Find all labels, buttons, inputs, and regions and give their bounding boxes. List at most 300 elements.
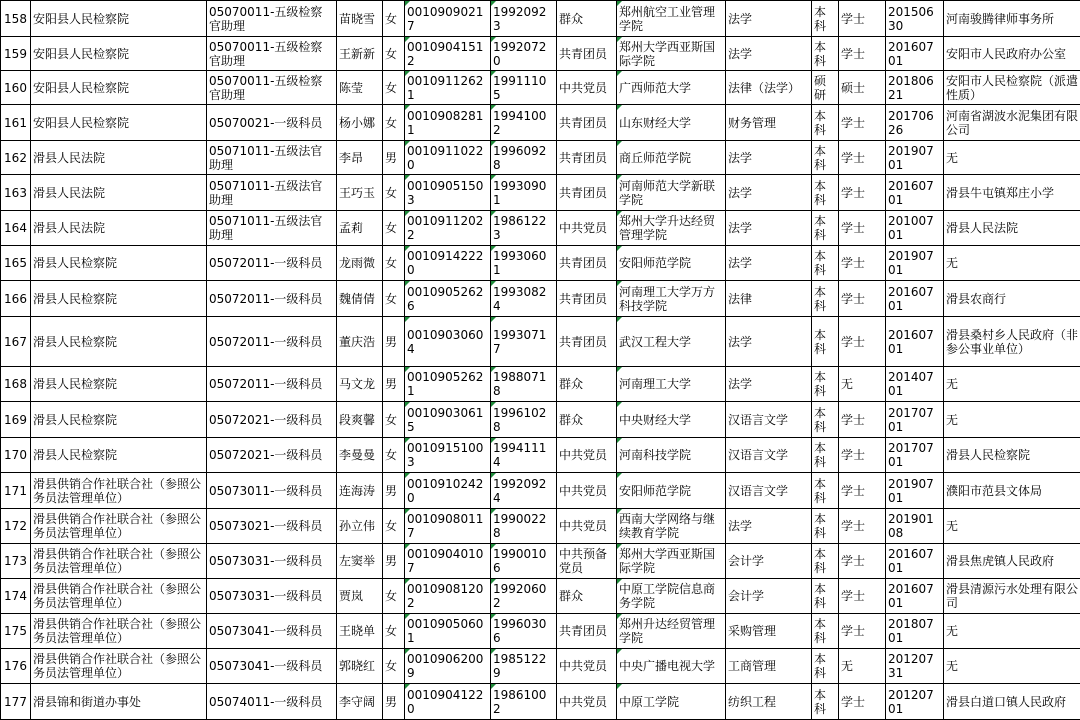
- table-row: [1, 141, 1080, 175]
- cell-school[interactable]: 中央财经大学: [617, 402, 726, 438]
- cell-row-number[interactable]: 158: [1, 1, 31, 37]
- cell-birth-date[interactable]: 19930901: [491, 175, 557, 211]
- cell-row-number[interactable]: 169: [1, 402, 31, 438]
- cell-graduation-date[interactable]: 20190108: [886, 509, 944, 544]
- cell-gender[interactable]: 男: [383, 544, 405, 579]
- cell-position-code[interactable]: 05071011-五级法官助理: [207, 211, 337, 246]
- cell-school[interactable]: 中原工学院信息商务学院: [617, 579, 726, 614]
- cell-major[interactable]: 法律（法学）: [726, 71, 812, 105]
- cell-birth-date[interactable]: 19941002: [491, 105, 557, 141]
- cell-row-number[interactable]: 176: [1, 649, 31, 684]
- cell-political-status[interactable]: 中共党员: [557, 71, 617, 105]
- cell-birth-date[interactable]: 19920924: [491, 473, 557, 509]
- cell-row-number[interactable]: 170: [1, 438, 31, 473]
- cell-row-number[interactable]: 165: [1, 246, 31, 281]
- cell-political-status[interactable]: 共青团员: [557, 614, 617, 649]
- cell-work-unit[interactable]: 滑县人民检察院: [944, 438, 1080, 473]
- cell-candidate-name[interactable]: 马文龙: [337, 367, 383, 402]
- cell-gender[interactable]: 女: [383, 175, 405, 211]
- cell-exam-number[interactable]: 00109030615: [405, 402, 491, 438]
- cell-row-number[interactable]: 168: [1, 367, 31, 402]
- cell-political-status[interactable]: 共青团员: [557, 246, 617, 281]
- cell-major[interactable]: 会计学: [726, 579, 812, 614]
- cell-degree[interactable]: 无: [839, 367, 886, 402]
- cell-degree[interactable]: 学士: [839, 37, 886, 71]
- cell-gender[interactable]: 女: [383, 579, 405, 614]
- cell-political-status[interactable]: 中共党员: [557, 438, 617, 473]
- cell-degree[interactable]: 学士: [839, 402, 886, 438]
- cell-work-unit[interactable]: 无: [944, 649, 1080, 684]
- cell-major[interactable]: 工商管理: [726, 649, 812, 684]
- cell-political-status[interactable]: 共青团员: [557, 141, 617, 175]
- cell-candidate-name[interactable]: 段爽馨: [337, 402, 383, 438]
- cell-candidate-name[interactable]: 董庆浩: [337, 317, 383, 367]
- cell-candidate-name[interactable]: 李守阔: [337, 684, 383, 720]
- cell-graduation-date[interactable]: 20180621: [886, 71, 944, 105]
- table-row: [1, 37, 1080, 71]
- cell-graduation-date[interactable]: 20160701: [886, 579, 944, 614]
- cell-exam-number[interactable]: 00109081202: [405, 579, 491, 614]
- cell-major[interactable]: 会计学: [726, 544, 812, 579]
- cell-unit-name[interactable]: 滑县供销合作社联合社（参照公务员法管理单位）: [31, 544, 207, 579]
- cell-degree[interactable]: 学士: [839, 105, 886, 141]
- cell-candidate-name[interactable]: 贾岚: [337, 579, 383, 614]
- cell-degree[interactable]: 无: [839, 649, 886, 684]
- cell-birth-date[interactable]: 19930601: [491, 246, 557, 281]
- cell-position-code[interactable]: 05072011-一级科员: [207, 367, 337, 402]
- cell-unit-name[interactable]: 安阳县人民检察院: [31, 37, 207, 71]
- table-row: [1, 175, 1080, 211]
- cell-work-unit[interactable]: 无: [944, 246, 1080, 281]
- cell-work-unit[interactable]: 滑县焦虎镇人民政府: [944, 544, 1080, 579]
- cell-major[interactable]: 法学: [726, 246, 812, 281]
- cell-school[interactable]: 中原工学院: [617, 684, 726, 720]
- cell-education[interactable]: 本科: [812, 684, 839, 720]
- cell-political-status[interactable]: 群众: [557, 367, 617, 402]
- cell-school[interactable]: 西南大学网络与继续教育学院: [617, 509, 726, 544]
- cell-gender[interactable]: 女: [383, 211, 405, 246]
- cell-major[interactable]: 法学: [726, 37, 812, 71]
- table-row: [1, 246, 1080, 281]
- cell-graduation-date[interactable]: 20160701: [886, 175, 944, 211]
- cell-exam-number[interactable]: 00109062009: [405, 649, 491, 684]
- cell-exam-number[interactable]: 00109082811: [405, 105, 491, 141]
- cell-major[interactable]: 法学: [726, 1, 812, 37]
- cell-row-number[interactable]: 161: [1, 105, 31, 141]
- cell-unit-name[interactable]: 滑县供销合作社联合社（参照公务员法管理单位）: [31, 473, 207, 509]
- cell-row-number[interactable]: 162: [1, 141, 31, 175]
- cell-education[interactable]: 本科: [812, 402, 839, 438]
- cell-education[interactable]: 本科: [812, 175, 839, 211]
- cell-political-status[interactable]: 群众: [557, 1, 617, 37]
- cell-work-unit[interactable]: 河南省湖波水泥集团有限公司: [944, 105, 1080, 141]
- cell-gender[interactable]: 女: [383, 37, 405, 71]
- cell-gender[interactable]: 男: [383, 367, 405, 402]
- cell-degree[interactable]: 学士: [839, 579, 886, 614]
- cell-gender[interactable]: 女: [383, 105, 405, 141]
- cell-education[interactable]: 本科: [812, 281, 839, 317]
- cell-row-number[interactable]: 171: [1, 473, 31, 509]
- cell-row-number[interactable]: 163: [1, 175, 31, 211]
- cell-education[interactable]: 本科: [812, 211, 839, 246]
- cell-position-code[interactable]: 05072011-一级科员: [207, 317, 337, 367]
- cell-degree[interactable]: 学士: [839, 317, 886, 367]
- cell-education[interactable]: 本科: [812, 544, 839, 579]
- cell-degree[interactable]: 学士: [839, 684, 886, 720]
- cell-work-unit[interactable]: 无: [944, 509, 1080, 544]
- cell-position-code[interactable]: 05072021-一级科员: [207, 438, 337, 473]
- cell-birth-date[interactable]: 19961028: [491, 402, 557, 438]
- cell-row-number[interactable]: 174: [1, 579, 31, 614]
- cell-school[interactable]: 河南理工大学万方科技学院: [617, 281, 726, 317]
- cell-candidate-name[interactable]: 李昂: [337, 141, 383, 175]
- cell-degree[interactable]: 学士: [839, 246, 886, 281]
- cell-unit-name[interactable]: 滑县人民法院: [31, 175, 207, 211]
- cell-graduation-date[interactable]: 20180701: [886, 614, 944, 649]
- cell-major[interactable]: 法学: [726, 211, 812, 246]
- cell-gender[interactable]: 女: [383, 614, 405, 649]
- cell-political-status[interactable]: 群众: [557, 579, 617, 614]
- cell-school[interactable]: 安阳师范学院: [617, 246, 726, 281]
- cell-education[interactable]: 本科: [812, 649, 839, 684]
- cell-school[interactable]: 郑州大学西亚斯国际学院: [617, 544, 726, 579]
- cell-position-code[interactable]: 05070011-五级检察官助理: [207, 37, 337, 71]
- cell-exam-number[interactable]: 00109050601: [405, 614, 491, 649]
- cell-school[interactable]: 商丘师范学院: [617, 141, 726, 175]
- table-row: [1, 438, 1080, 473]
- cell-birth-date[interactable]: 19960928: [491, 141, 557, 175]
- cell-unit-name[interactable]: 滑县锦和街道办事处: [31, 684, 207, 720]
- cell-political-status[interactable]: 共青团员: [557, 317, 617, 367]
- cell-position-code[interactable]: 05073011-一级科员: [207, 473, 337, 509]
- table-body: [1, 1, 1080, 720]
- cell-birth-date[interactable]: 19861223: [491, 211, 557, 246]
- cell-education[interactable]: 本科: [812, 473, 839, 509]
- cell-position-code[interactable]: 05072011-一级科员: [207, 246, 337, 281]
- table-row: [1, 579, 1080, 614]
- cell-unit-name[interactable]: 滑县人民法院: [31, 141, 207, 175]
- cell-gender[interactable]: 女: [383, 402, 405, 438]
- cell-position-code[interactable]: 05073041-一级科员: [207, 649, 337, 684]
- cell-degree[interactable]: 学士: [839, 509, 886, 544]
- cell-degree[interactable]: 学士: [839, 544, 886, 579]
- table-row: [1, 211, 1080, 246]
- cell-education[interactable]: 本科: [812, 37, 839, 71]
- cell-school[interactable]: 安阳师范学院: [617, 473, 726, 509]
- cell-position-code[interactable]: 05071011-五级法官助理: [207, 141, 337, 175]
- cell-major[interactable]: 法学: [726, 317, 812, 367]
- cell-school[interactable]: 郑州航空工业管理学院: [617, 1, 726, 37]
- cell-graduation-date[interactable]: 20170701: [886, 402, 944, 438]
- cell-exam-number[interactable]: 00109151003: [405, 438, 491, 473]
- table-row: [1, 1, 1080, 37]
- cell-graduation-date[interactable]: 20150630: [886, 1, 944, 37]
- cell-birth-date[interactable]: 19900228: [491, 509, 557, 544]
- cell-major[interactable]: 纺织工程: [726, 684, 812, 720]
- cell-degree[interactable]: 学士: [839, 1, 886, 37]
- cell-work-unit[interactable]: 滑县牛屯镇郑庄小学: [944, 175, 1080, 211]
- cell-candidate-name[interactable]: 杨小娜: [337, 105, 383, 141]
- cell-candidate-name[interactable]: 苗晓雪: [337, 1, 383, 37]
- table-row: [1, 509, 1080, 544]
- cell-birth-date[interactable]: 19930717: [491, 317, 557, 367]
- cell-work-unit[interactable]: 安阳市人民检察院（派遣性质）: [944, 71, 1080, 105]
- cell-unit-name[interactable]: 滑县人民检察院: [31, 438, 207, 473]
- cell-birth-date[interactable]: 19861002: [491, 684, 557, 720]
- cell-major[interactable]: 汉语言文学: [726, 473, 812, 509]
- cell-school[interactable]: 郑州升达经贸管理学院: [617, 614, 726, 649]
- cell-candidate-name[interactable]: 孟莉: [337, 211, 383, 246]
- cell-gender[interactable]: 男: [383, 473, 405, 509]
- cell-exam-number[interactable]: 00109112621: [405, 71, 491, 105]
- cell-school[interactable]: 河南理工大学: [617, 367, 726, 402]
- cell-work-unit[interactable]: 滑县白道口镇人民政府: [944, 684, 1080, 720]
- cell-graduation-date[interactable]: 20160701: [886, 544, 944, 579]
- cell-political-status[interactable]: 中共党员: [557, 509, 617, 544]
- cell-birth-date[interactable]: 19960306: [491, 614, 557, 649]
- cell-work-unit[interactable]: 滑县人民法院: [944, 211, 1080, 246]
- cell-row-number[interactable]: 159: [1, 37, 31, 71]
- cell-work-unit[interactable]: 安阳市人民政府办公室: [944, 37, 1080, 71]
- cell-graduation-date[interactable]: 20170626: [886, 105, 944, 141]
- cell-birth-date[interactable]: 19941114: [491, 438, 557, 473]
- cell-major[interactable]: 汉语言文学: [726, 402, 812, 438]
- cell-degree[interactable]: 学士: [839, 175, 886, 211]
- cell-position-code[interactable]: 05073031-一级科员: [207, 544, 337, 579]
- cell-candidate-name[interactable]: 王新新: [337, 37, 383, 71]
- cell-work-unit[interactable]: 无: [944, 614, 1080, 649]
- cell-education[interactable]: 本科: [812, 579, 839, 614]
- cell-position-code[interactable]: 05074011-一级科员: [207, 684, 337, 720]
- cell-unit-name[interactable]: 滑县人民检察院: [31, 402, 207, 438]
- cell-school[interactable]: 郑州大学西亚斯国际学院: [617, 37, 726, 71]
- cell-position-code[interactable]: 05073041-一级科员: [207, 614, 337, 649]
- cell-graduation-date[interactable]: 20160701: [886, 37, 944, 71]
- cell-birth-date[interactable]: 19920720: [491, 37, 557, 71]
- table-row: [1, 473, 1080, 509]
- table-row: [1, 71, 1080, 105]
- cell-exam-number[interactable]: 00109041512: [405, 37, 491, 71]
- cell-degree[interactable]: 学士: [839, 473, 886, 509]
- cell-exam-number[interactable]: 00109110220: [405, 141, 491, 175]
- cell-exam-number[interactable]: 00109102420: [405, 473, 491, 509]
- cell-degree[interactable]: 学士: [839, 438, 886, 473]
- cell-work-unit[interactable]: 滑县清源污水处理有限公司: [944, 579, 1080, 614]
- cell-exam-number[interactable]: 00109142220: [405, 246, 491, 281]
- cell-gender[interactable]: 女: [383, 438, 405, 473]
- cell-gender[interactable]: 男: [383, 141, 405, 175]
- cell-work-unit[interactable]: 无: [944, 367, 1080, 402]
- cell-political-status[interactable]: 中共党员: [557, 649, 617, 684]
- cell-gender[interactable]: 女: [383, 281, 405, 317]
- cell-political-status[interactable]: 共青团员: [557, 281, 617, 317]
- cell-birth-date[interactable]: 19851229: [491, 649, 557, 684]
- cell-school[interactable]: 河南科技学院: [617, 438, 726, 473]
- cell-candidate-name[interactable]: 王晓单: [337, 614, 383, 649]
- cell-birth-date[interactable]: 19911105: [491, 71, 557, 105]
- cell-political-status[interactable]: 共青团员: [557, 105, 617, 141]
- cell-degree[interactable]: 硕士: [839, 71, 886, 105]
- cell-gender[interactable]: 女: [383, 509, 405, 544]
- cell-unit-name[interactable]: 安阳县人民检察院: [31, 71, 207, 105]
- cell-exam-number[interactable]: 00109112022: [405, 211, 491, 246]
- cell-exam-number[interactable]: 00109040107: [405, 544, 491, 579]
- cell-candidate-name[interactable]: 陈莹: [337, 71, 383, 105]
- cell-political-status[interactable]: 群众: [557, 402, 617, 438]
- cell-position-code[interactable]: 05072021-一级科员: [207, 402, 337, 438]
- cell-row-number[interactable]: 164: [1, 211, 31, 246]
- cell-major[interactable]: 法律: [726, 281, 812, 317]
- cell-unit-name[interactable]: 滑县人民检察院: [31, 246, 207, 281]
- cell-candidate-name[interactable]: 龙雨微: [337, 246, 383, 281]
- cell-education[interactable]: 本科: [812, 1, 839, 37]
- cell-row-number[interactable]: 177: [1, 684, 31, 720]
- cell-position-code[interactable]: 05073021-一级科员: [207, 509, 337, 544]
- cell-candidate-name[interactable]: 李曼曼: [337, 438, 383, 473]
- cell-row-number[interactable]: 160: [1, 71, 31, 105]
- cell-candidate-name[interactable]: 连海涛: [337, 473, 383, 509]
- cell-exam-number[interactable]: 00109080117: [405, 509, 491, 544]
- table-row: [1, 402, 1080, 438]
- cell-major[interactable]: 法学: [726, 367, 812, 402]
- cell-major[interactable]: 采购管理: [726, 614, 812, 649]
- cell-major[interactable]: 法学: [726, 509, 812, 544]
- cell-candidate-name[interactable]: 孙立伟: [337, 509, 383, 544]
- cell-position-code[interactable]: 05073031-一级科员: [207, 579, 337, 614]
- cell-work-unit[interactable]: 无: [944, 402, 1080, 438]
- cell-birth-date[interactable]: 19920923: [491, 1, 557, 37]
- cell-work-unit[interactable]: 滑县农商行: [944, 281, 1080, 317]
- table-row: [1, 649, 1080, 684]
- cell-unit-name[interactable]: 安阳县人民检察院: [31, 1, 207, 37]
- cell-gender[interactable]: 女: [383, 1, 405, 37]
- cell-education[interactable]: 硕研: [812, 71, 839, 105]
- cell-graduation-date[interactable]: 20190701: [886, 473, 944, 509]
- cell-graduation-date[interactable]: 20140701: [886, 367, 944, 402]
- cell-degree[interactable]: 学士: [839, 614, 886, 649]
- cell-education[interactable]: 本科: [812, 317, 839, 367]
- cell-education[interactable]: 本科: [812, 141, 839, 175]
- cell-education[interactable]: 本科: [812, 509, 839, 544]
- cell-gender[interactable]: 女: [383, 649, 405, 684]
- cell-position-code[interactable]: 05072011-一级科员: [207, 281, 337, 317]
- cell-unit-name[interactable]: 滑县人民检察院: [31, 281, 207, 317]
- cell-education[interactable]: 本科: [812, 438, 839, 473]
- cell-graduation-date[interactable]: 20160701: [886, 317, 944, 367]
- cell-candidate-name[interactable]: 左窦举: [337, 544, 383, 579]
- cell-gender[interactable]: 女: [383, 246, 405, 281]
- cell-school[interactable]: 中央广播电视大学: [617, 649, 726, 684]
- cell-exam-number[interactable]: 00109052621: [405, 367, 491, 402]
- table-row: [1, 317, 1080, 367]
- cell-school[interactable]: 广西师范大学: [617, 71, 726, 105]
- cell-exam-number[interactable]: 00109051503: [405, 175, 491, 211]
- cell-unit-name[interactable]: 滑县供销合作社联合社（参照公务员法管理单位）: [31, 649, 207, 684]
- cell-birth-date[interactable]: 19900106: [491, 544, 557, 579]
- cell-unit-name[interactable]: 滑县供销合作社联合社（参照公务员法管理单位）: [31, 579, 207, 614]
- cell-school[interactable]: 郑州大学升达经贸管理学院: [617, 211, 726, 246]
- cell-political-status[interactable]: 中共党员: [557, 211, 617, 246]
- cell-gender[interactable]: 男: [383, 317, 405, 367]
- cell-unit-name[interactable]: 滑县供销合作社联合社（参照公务员法管理单位）: [31, 614, 207, 649]
- cell-graduation-date[interactable]: 20160701: [886, 281, 944, 317]
- cell-birth-date[interactable]: 19880718: [491, 367, 557, 402]
- cell-row-number[interactable]: 175: [1, 614, 31, 649]
- cell-unit-name[interactable]: 滑县人民检察院: [31, 367, 207, 402]
- cell-graduation-date[interactable]: 20120701: [886, 684, 944, 720]
- cell-school[interactable]: 河南师范大学新联学院: [617, 175, 726, 211]
- cell-work-unit[interactable]: 濮阳市范县文体局: [944, 473, 1080, 509]
- cell-work-unit[interactable]: 无: [944, 141, 1080, 175]
- cell-graduation-date[interactable]: 20120731: [886, 649, 944, 684]
- cell-political-status[interactable]: 共青团员: [557, 37, 617, 71]
- cell-major[interactable]: 法学: [726, 141, 812, 175]
- cell-row-number[interactable]: 166: [1, 281, 31, 317]
- cell-political-status[interactable]: 中共预备党员: [557, 544, 617, 579]
- cell-unit-name[interactable]: 安阳县人民检察院: [31, 105, 207, 141]
- cell-unit-name[interactable]: 滑县人民检察院: [31, 317, 207, 367]
- cell-political-status[interactable]: 共青团员: [557, 175, 617, 211]
- cell-education[interactable]: 本科: [812, 614, 839, 649]
- cell-degree[interactable]: 学士: [839, 281, 886, 317]
- cell-row-number[interactable]: 167: [1, 317, 31, 367]
- cell-political-status[interactable]: 中共党员: [557, 684, 617, 720]
- cell-major[interactable]: 汉语言文学: [726, 438, 812, 473]
- table-row: [1, 614, 1080, 649]
- cell-position-code[interactable]: 05070011-五级检察官助理: [207, 1, 337, 37]
- table-row: [1, 684, 1080, 720]
- cell-graduation-date[interactable]: 20190701: [886, 141, 944, 175]
- cell-candidate-name[interactable]: 郭晓红: [337, 649, 383, 684]
- cell-exam-number[interactable]: 00109030604: [405, 317, 491, 367]
- cell-unit-name[interactable]: 滑县人民法院: [31, 211, 207, 246]
- cell-education[interactable]: 本科: [812, 105, 839, 141]
- cell-graduation-date[interactable]: 20190701: [886, 246, 944, 281]
- cell-major[interactable]: 法学: [726, 175, 812, 211]
- cell-gender[interactable]: 女: [383, 71, 405, 105]
- cell-unit-name[interactable]: 滑县供销合作社联合社（参照公务员法管理单位）: [31, 509, 207, 544]
- cell-gender[interactable]: 男: [383, 684, 405, 720]
- cell-major[interactable]: 财务管理: [726, 105, 812, 141]
- cell-work-unit[interactable]: 河南骏腾律师事务所: [944, 1, 1080, 37]
- cell-row-number[interactable]: 173: [1, 544, 31, 579]
- table-row: [1, 544, 1080, 579]
- cell-position-code[interactable]: 05070021-一级科员: [207, 105, 337, 141]
- cell-exam-number[interactable]: 00109090217: [405, 1, 491, 37]
- table-row: [1, 367, 1080, 402]
- cell-position-code[interactable]: 05070011-五级检察官助理: [207, 71, 337, 105]
- cell-birth-date[interactable]: 19920602: [491, 579, 557, 614]
- cell-school[interactable]: 山东财经大学: [617, 105, 726, 141]
- cell-candidate-name[interactable]: 魏倩倩: [337, 281, 383, 317]
- cell-graduation-date[interactable]: 20170701: [886, 438, 944, 473]
- cell-degree[interactable]: 学士: [839, 211, 886, 246]
- cell-exam-number[interactable]: 00109041220: [405, 684, 491, 720]
- cell-graduation-date[interactable]: 20100701: [886, 211, 944, 246]
- cell-exam-number[interactable]: 00109052626: [405, 281, 491, 317]
- cell-education[interactable]: 本科: [812, 246, 839, 281]
- cell-birth-date[interactable]: 19930824: [491, 281, 557, 317]
- cell-education[interactable]: 本科: [812, 367, 839, 402]
- cell-work-unit[interactable]: 滑县桑村乡人民政府（非参公事业单位）: [944, 317, 1080, 367]
- cell-school[interactable]: 武汉工程大学: [617, 317, 726, 367]
- table-row: [1, 281, 1080, 317]
- cell-degree[interactable]: 学士: [839, 141, 886, 175]
- cell-row-number[interactable]: 172: [1, 509, 31, 544]
- cell-political-status[interactable]: 中共党员: [557, 473, 617, 509]
- cell-position-code[interactable]: 05071011-五级法官助理: [207, 175, 337, 211]
- cell-candidate-name[interactable]: 王巧玉: [337, 175, 383, 211]
